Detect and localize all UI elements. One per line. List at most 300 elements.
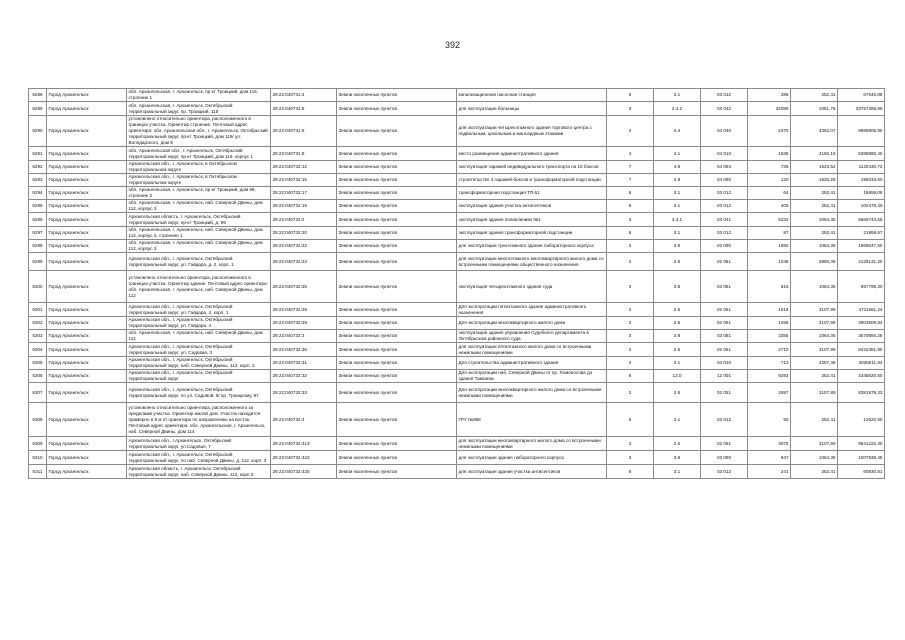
row-number: 6298: [29, 240, 47, 253]
specific-value-cell: 1064,35: [791, 330, 838, 343]
cadastral-value-cell: 8422381,90: [838, 343, 885, 357]
use-type-cell: 2: [607, 343, 654, 357]
address-cell: обл. Архангельская, г. Архангельск, пр-кт Троицкий, дом 115, строение 1: [127, 89, 271, 102]
municipality-cell: Город Архангельск: [47, 147, 127, 161]
area-cell: 288: [748, 89, 791, 102]
area-cell: 32098: [748, 102, 791, 116]
cadastral-number-cell: 29:22:040731:5: [271, 102, 337, 116]
form-code-cell: 03 012: [701, 403, 748, 437]
land-category-cell: Земли населенных пунктов: [337, 451, 457, 465]
land-category-cell: Земли населенных пунктов: [337, 343, 457, 357]
table-row: [29, 187, 885, 200]
row-number: 6293: [29, 174, 47, 187]
land-category-cell: Земли населенных пунктов: [337, 227, 457, 240]
table-row: [29, 403, 885, 437]
form-code-cell: 04 040: [701, 116, 748, 147]
form-code-cell: 03 081: [701, 330, 748, 343]
form-code-cell: 02 051: [701, 303, 748, 317]
class-code-cell: 3.4.1: [654, 213, 701, 227]
permitted-use-cell: для эксплуатации здания участка антисептиков: [457, 465, 607, 479]
land-category-cell: Земли населенных пунктов: [337, 317, 457, 330]
permitted-use-cell: для эксплуатации многоэтажного многоквартирного жилого дома со встроенными помещениями общественного назначения: [457, 253, 607, 271]
municipality-cell: Город Архангельск: [47, 240, 127, 253]
row-number: 6290: [29, 116, 47, 147]
cadastral-number-cell: 29:22:040732:15: [271, 174, 337, 187]
area-cell: 3355: [748, 330, 791, 343]
municipality-cell: Город Архангельск: [47, 213, 127, 227]
permitted-use-cell: эксплуатация здания поликлиники №1: [457, 213, 607, 227]
municipality-cell: Город Архангельск: [47, 161, 127, 174]
table-row: [29, 161, 885, 174]
cadastral-number-cell: 29:22:040732:19: [271, 200, 337, 213]
specific-value-cell: 3107,89: [791, 343, 838, 357]
cadastral-value-cell: 102478,46: [838, 200, 885, 213]
use-type-cell: 4: [607, 357, 654, 370]
permitted-use-cell: для эксплуатации пятиэтажного жилого дома со встроенными нежилыми помещениями: [457, 343, 607, 357]
cadastral-number-cell: 29:22:040731:6: [271, 116, 337, 147]
address-cell: обл. Архангельская, г. Архангельск, наб. Северной Двины, дом 112, корпус 3: [127, 240, 271, 253]
class-code-cell: 2.6: [654, 253, 701, 271]
municipality-cell: Город Архангельск: [47, 437, 127, 451]
class-code-cell: 3.8: [654, 271, 701, 303]
address-cell: обл. Архангельская, г. Архангельск, наб. Северной Двины, дом 112: [127, 330, 271, 343]
table-row: [29, 253, 885, 271]
form-code-cell: 03 012: [701, 89, 748, 102]
cadastral-number-cell: 29:22:040732:30: [271, 343, 337, 357]
permitted-use-cell: канализационная насосная станция: [457, 89, 607, 102]
specific-value-cell: 1625,28: [791, 174, 838, 187]
use-type-cell: 7: [607, 161, 654, 174]
use-type-cell: 2: [607, 253, 654, 271]
use-type-cell: 3: [607, 102, 654, 116]
address-cell: Архангельская обл., г. Архангельск, Октябрьский территориальный округ, ул. Гайдара, д. 2, корп. 1: [127, 253, 271, 271]
form-code-cell: 02 061: [701, 253, 748, 271]
table-row: [29, 330, 885, 343]
row-number: 6307: [29, 383, 47, 403]
specific-value-cell: 1064,35: [791, 451, 838, 465]
form-code-cell: 04 010: [701, 357, 748, 370]
area-cell: 1516: [748, 303, 791, 317]
permitted-use-cell: эксплуатация здания участка антисептиков: [457, 200, 607, 213]
address-cell: Архангельская обл., г. Архангельск, в Октябрьском территориальном округе: [127, 174, 271, 187]
table-row: [29, 451, 885, 465]
table-row: [29, 465, 885, 479]
land-category-cell: Земли населенных пунктов: [337, 187, 457, 200]
municipality-cell: Город Архангельск: [47, 330, 127, 343]
use-type-cell: 6: [607, 403, 654, 437]
municipality-cell: Город Архангельск: [47, 89, 127, 102]
specific-value-cell: 252,41: [791, 403, 838, 437]
address-cell: обл. Архангельская, г. Архангельск, пр-кт Троицкий, дом 99, строение 2: [127, 187, 271, 200]
specific-value-cell: 1064,35: [791, 240, 838, 253]
address-cell: установлено относительно ориентира, расположенного за пределами участка. Ориентир жилой дом. Участок находится примерно в 9 м от ориентира по направлению на восток. Почтовый адрес ориентира: обл. Архангельская, г. Архангельск, наб. Северной Двины, дом 114: [127, 403, 271, 437]
row-number: 6297: [29, 227, 47, 240]
municipality-cell: Город Архангельск: [47, 227, 127, 240]
land-category-cell: Земли населенных пунктов: [337, 116, 457, 147]
permitted-use-cell: эксплуатация здания управления Судебного департамента в Октябрьском районного суда: [457, 330, 607, 343]
area-cell: 241: [748, 465, 791, 479]
address-cell: Архангельская область, г. Архангельск, Октябрьский территориальный округ, пр-кт Троицкий, д. 99: [127, 213, 271, 227]
permitted-use-cell: Для эксплуатации пятиэтажного здания административного назначения: [457, 303, 607, 317]
address-cell: установлено относительно ориентира, расположенного в границах участка. Ориентир здание. Почтовый адрес ориентира: обл. Архангельская, г. Архангельск, наб. Северной Двины, дом 112: [127, 271, 271, 303]
permitted-use-cell: ГРУ №958: [457, 403, 607, 437]
form-code-cell: 03 090: [701, 451, 748, 465]
form-code-cell: 03 012: [701, 200, 748, 213]
table-row: [29, 174, 885, 187]
row-number: 6300: [29, 271, 47, 303]
use-type-cell: 2: [607, 303, 654, 317]
form-code-cell: 03 090: [701, 240, 748, 253]
cadastral-number-cell: 29:22:040732:24: [271, 253, 337, 271]
form-code-cell: 03 012: [701, 187, 748, 200]
specific-value-cell: 3950,36: [791, 253, 838, 271]
class-code-cell: 2.5: [654, 437, 701, 451]
specific-value-cell: 1523,52: [791, 161, 838, 174]
use-type-cell: 2: [607, 437, 654, 451]
cadastral-value-cell: 195033,60: [838, 174, 885, 187]
form-code-cell: 12 001: [701, 370, 748, 383]
area-cell: 1536: [748, 147, 791, 161]
permitted-use-cell: для эксплуатации многоквартирного жилого дома со встроенными нежилыми помещениями: [457, 437, 607, 451]
class-code-cell: 3.1: [654, 227, 701, 240]
row-number: 6292: [29, 161, 47, 174]
cadastral-value-cell: 1969047,50: [838, 240, 885, 253]
address-cell: Архангельская обл., г. Архангельск, в Октябрьском территориальном округе: [127, 161, 271, 174]
permitted-use-cell: для эксплуатации здания лабораторного корпуса: [457, 451, 607, 465]
cadastral-value-cell: 9541222,30: [838, 437, 885, 451]
permitted-use-cell: место размещения административного здания: [457, 147, 607, 161]
specific-value-cell: 4362,07: [791, 116, 838, 147]
land-category-cell: Земли населенных пунктов: [337, 357, 457, 370]
area-cell: 1850: [748, 240, 791, 253]
page-number: 392: [444, 40, 461, 50]
class-code-cell: 3.1: [654, 200, 701, 213]
table-row: [29, 213, 885, 227]
address-cell: обл. Архангельская, г. Архангельск, наб. Северной Двины, дом 112, корпус 3, строение 1: [127, 227, 271, 240]
area-cell: 736: [748, 161, 791, 174]
table-row: [29, 343, 885, 357]
row-number: 6294: [29, 187, 47, 200]
class-code-cell: 2.5: [654, 303, 701, 317]
cadastral-value-cell: 5569743,55: [838, 213, 885, 227]
class-code-cell: 2.5: [654, 317, 701, 330]
table-row: [29, 116, 885, 147]
area-cell: 5233: [748, 213, 791, 227]
row-number: 6311: [29, 465, 47, 479]
table-row: [29, 240, 885, 253]
row-number: 6289: [29, 102, 47, 116]
permitted-use-cell: для эксплуатации трехэтажного здания лабораторного корпуса: [457, 240, 607, 253]
address-cell: Архангельская обл., г. Архангельск, Октябрьский территориальный округ: [127, 370, 271, 383]
cadastral-value-cell: 657799,30: [838, 271, 885, 303]
cadastral-number-cell: 29:22:040732:4: [271, 403, 337, 437]
use-type-cell: 3: [607, 451, 654, 465]
permitted-use-cell: строительство 4 гаражей-боксов и трансформаторной подстанции: [457, 174, 607, 187]
class-code-cell: 4.9: [654, 161, 701, 174]
cadastral-number-cell: 29:22:040732:33: [271, 383, 337, 403]
area-cell: 1256: [748, 317, 791, 330]
address-cell: Архангельская обл., г. Архангельск, Октябрьский территориальный округ, ул. Садовая, 3: [127, 343, 271, 357]
row-number: 6302: [29, 317, 47, 330]
use-type-cell: 7: [607, 174, 654, 187]
form-code-cell: 03 012: [701, 465, 748, 479]
cadastral-number-cell: 29:22:040732:3: [271, 330, 337, 343]
cadastral-number-cell: 29:22:040732:31: [271, 357, 337, 370]
use-type-cell: 3: [607, 271, 654, 303]
cadastral-number-cell: 29:22:040732:422: [271, 451, 337, 465]
form-code-cell: 04 090: [701, 174, 748, 187]
table-row: [29, 89, 885, 102]
row-number: 6299: [29, 253, 47, 271]
municipality-cell: Город Архангельск: [47, 370, 127, 383]
specific-value-cell: 3107,89: [791, 437, 838, 451]
specific-value-cell: 252,41: [791, 227, 838, 240]
land-category-cell: Земли населенных пунктов: [337, 102, 457, 116]
address-cell: обл. Архангельская обл., г. Архангельск, Октябрьский территориальный округ, пр-кт Троицкий, дом 119, корпус 1: [127, 147, 271, 161]
area-cell: 616: [748, 271, 791, 303]
land-category-cell: Земли населенных пунктов: [337, 403, 457, 437]
use-type-cell: 3: [607, 240, 654, 253]
cadastral-number-cell: 29:22:040732:17: [271, 187, 337, 200]
cadastral-value-cell: 3035511,94: [838, 357, 885, 370]
area-cell: 947: [748, 451, 791, 465]
municipality-cell: Город Архангельск: [47, 187, 127, 200]
land-category-cell: Земли населенных пунктов: [337, 383, 457, 403]
class-code-cell: 2.5: [654, 383, 701, 403]
address-cell: Архангельская обл., г. Архангельск, Октябрьский территориальный округ, ул. Гайдара, 4, корп. 1: [127, 303, 271, 317]
class-code-cell: 4.9: [654, 174, 701, 187]
table-row: [29, 303, 885, 317]
class-code-cell: 12.0: [654, 370, 701, 383]
row-number: 6296: [29, 213, 47, 227]
class-code-cell: 4.1: [654, 147, 701, 161]
cadastral-value-table: [28, 88, 885, 479]
area-cell: 50: [748, 403, 791, 437]
form-code-cell: 04 010: [701, 147, 748, 161]
area-cell: 64: [748, 187, 791, 200]
address-cell: установлено относительно ориентира, расположенного в границах участка. Ориентир строение. Почтовый адрес ориентира: обл. Архангельская обл., г. Архангельск, Октябрьский территориальный округ, пр-кт Троицкий, дом 119/ ул. Володарского, дом 8: [127, 116, 271, 147]
land-category-cell: Земли населенных пунктов: [337, 465, 457, 479]
land-category-cell: Земли населенных пунктов: [337, 89, 457, 102]
cadastral-value-cell: 21959,67: [838, 227, 885, 240]
use-type-cell: 4: [607, 116, 654, 147]
municipality-cell: Город Архангельск: [47, 317, 127, 330]
class-code-cell: 4.4: [654, 116, 701, 147]
specific-value-cell: 3107,89: [791, 317, 838, 330]
permitted-use-cell: Для эксплуатации наб. Северной Двины от пр. Ломоносова до здания Таможни: [457, 370, 607, 383]
form-code-cell: 02 051: [701, 383, 748, 403]
cadastral-value-cell: 4711561,24: [838, 303, 885, 317]
cadastral-value-cell: 60830,81: [838, 465, 885, 479]
cadastral-number-cell: 29:22:040732:12: [271, 161, 337, 174]
address-cell: Архангельская обл., г.Архангельск, Октябрьский территориальный округ, ул.Садовая, 7: [127, 437, 271, 451]
form-code-cell: 02 051: [701, 437, 748, 451]
area-cell: 9293: [748, 370, 791, 383]
row-number: 6304: [29, 343, 47, 357]
cadastral-number-cell: 29:22:040732:25: [271, 271, 337, 303]
municipality-cell: Город Архангельск: [47, 174, 127, 187]
use-type-cell: 6: [607, 200, 654, 213]
table-row: [29, 370, 885, 383]
municipality-cell: Город Архангельск: [47, 271, 127, 303]
class-code-cell: 3.4.2: [654, 102, 701, 116]
class-code-cell: 2.5: [654, 343, 701, 357]
land-category-cell: Земли населенных пунктов: [337, 437, 457, 451]
row-number: 6308: [29, 403, 47, 437]
use-type-cell: 6: [607, 227, 654, 240]
table-row: [29, 271, 885, 303]
table-row: [29, 383, 885, 403]
specific-value-cell: 1051,76: [791, 102, 838, 116]
cadastral-value-cell: 16659,06: [838, 187, 885, 200]
permitted-use-cell: для эксплуатации больницы: [457, 102, 607, 116]
area-cell: 87: [748, 227, 791, 240]
specific-value-cell: 3107,89: [791, 303, 838, 317]
land-category-cell: Земли населенных пунктов: [337, 330, 457, 343]
cadastral-value-cell: 9958905,90: [838, 116, 885, 147]
use-type-cell: 2: [607, 383, 654, 403]
cadastral-value-cell: 4128131,20: [838, 253, 885, 271]
municipality-cell: Город Архангельск: [47, 383, 127, 403]
class-code-cell: 3.9: [654, 240, 701, 253]
address-cell: обл. Архангельская, г. Архангельск, Октябрьский территориальный округ, пр. Троицкий, 115: [127, 102, 271, 116]
permitted-use-cell: трансформаторная подстанция ТП-51: [457, 187, 607, 200]
table-row: [29, 437, 885, 451]
row-number: 6310: [29, 451, 47, 465]
specific-value-cell: 1064,35: [791, 271, 838, 303]
use-type-cell: 6: [607, 187, 654, 200]
form-code-cell: 03 042: [701, 102, 748, 116]
address-cell: Архангельская обл., г. Архангельск, Октябрьский территориальный округ, ул. Гайдара, 4: [127, 317, 271, 330]
permitted-use-cell: для эксплуатации четырехэтажного здания торгового центра с подвальным, цокольным и мансардным этажами: [457, 116, 607, 147]
use-type-cell: 3: [607, 213, 654, 227]
class-code-cell: 4.1: [654, 357, 701, 370]
address-cell: обл. Архангельская, г. Архангельск, наб. Северной Двины, дом 112, корпус 3: [127, 200, 271, 213]
cadastral-number-cell: 29:22:040732:20: [271, 227, 337, 240]
permitted-use-cell: эксплуатация четырехэтажного здания суда: [457, 271, 607, 303]
land-category-cell: Земли населенных пунктов: [337, 271, 457, 303]
municipality-cell: Город Архангельск: [47, 102, 127, 116]
land-category-cell: Земли населенных пунктов: [337, 303, 457, 317]
land-category-cell: Земли населенных пунктов: [337, 213, 457, 227]
municipality-cell: Город Архангельск: [47, 303, 127, 317]
specific-value-cell: 252,41: [791, 370, 838, 383]
land-category-cell: Земли населенных пунктов: [337, 147, 457, 161]
form-code-cell: 03 012: [701, 227, 748, 240]
land-category-cell: Земли населенных пунктов: [337, 370, 457, 383]
area-cell: 120: [748, 174, 791, 187]
cadastral-value-cell: 8381979,33: [838, 383, 885, 403]
class-code-cell: 3.9: [654, 451, 701, 465]
use-type-cell: 2: [607, 317, 654, 330]
cadastral-value-cell: 33757288,96: [838, 102, 885, 116]
use-type-cell: 6: [607, 465, 654, 479]
use-type-cell: 6: [607, 89, 654, 102]
land-category-cell: Земли населенных пунктов: [337, 174, 457, 187]
row-number: 6301: [29, 303, 47, 317]
table-row: [29, 357, 885, 370]
table-row: [29, 147, 885, 161]
cadastral-value-cell: 1007939,45: [838, 451, 885, 465]
row-number: 6288: [29, 89, 47, 102]
row-number: 6303: [29, 330, 47, 343]
address-cell: Архангельская область, г. Архангельск, Октябрьский территориальный округ, наб. Северной Двины, 112, корп.3: [127, 465, 271, 479]
area-cell: 405: [748, 200, 791, 213]
cadastral-number-cell: 29:22:040732:413: [271, 437, 337, 451]
permitted-use-cell: Для эксплуатации многоквартирного жилого дома: [457, 317, 607, 330]
row-number: 6305: [29, 357, 47, 370]
form-code-cell: 02 051: [701, 343, 748, 357]
cadastral-number-cell: 29:22:040732:22: [271, 240, 337, 253]
specific-value-cell: 252,41: [791, 200, 838, 213]
municipality-cell: Город Архангельск: [47, 200, 127, 213]
area-cell: 2370: [748, 116, 791, 147]
cadastral-value-cell: 1120430,72: [838, 161, 885, 174]
form-code-cell: 02 051: [701, 317, 748, 330]
municipality-cell: Город Архангельск: [47, 451, 127, 465]
area-cell: 713: [748, 357, 791, 370]
area-cell: 3070: [748, 437, 791, 451]
municipality-cell: Город Архангельск: [47, 116, 127, 147]
use-type-cell: 4: [607, 147, 654, 161]
row-number: 6306: [29, 370, 47, 383]
class-code-cell: 3.1: [654, 465, 701, 479]
specific-value-cell: 1064,35: [791, 213, 838, 227]
land-category-cell: Земли населенных пунктов: [337, 161, 457, 174]
class-code-cell: 3.1: [654, 403, 701, 437]
use-type-cell: 6: [607, 370, 654, 383]
area-cell: 2710: [748, 343, 791, 357]
cadastral-number-cell: 29:22:040732:2: [271, 213, 337, 227]
cadastral-value-cell: 3903509,84: [838, 317, 885, 330]
permitted-use-cell: Для строительства административного здания: [457, 357, 607, 370]
cadastral-number-cell: 29:22:040732:425: [271, 465, 337, 479]
form-code-cell: 03 041: [701, 213, 748, 227]
specific-value-cell: 3107,89: [791, 383, 838, 403]
municipality-cell: Город Архангельск: [47, 403, 127, 437]
class-code-cell: 3.1: [654, 187, 701, 200]
specific-value-cell: 252,41: [791, 465, 838, 479]
row-number: 6291: [29, 147, 47, 161]
row-number: 6309: [29, 437, 47, 451]
use-type-cell: 3: [607, 330, 654, 343]
specific-value-cell: 252,41: [791, 89, 838, 102]
specific-value-cell: 252,41: [791, 187, 838, 200]
cadastral-number-cell: 29:22:040732:28: [271, 303, 337, 317]
class-code-cell: 3.8: [654, 330, 701, 343]
land-category-cell: Земли населенных пунктов: [337, 240, 457, 253]
permitted-use-cell: эксплуатация гаражей индивидуального транспорта на 15 боксов: [457, 161, 607, 174]
cadastral-number-cell: 29:22:040732:32: [271, 370, 337, 383]
form-code-cell: 04 093: [701, 161, 748, 174]
address-cell: Архангельская обл., г. Архангельск, Октябрьский территориальный округ, наб. Северной Двины, 112, корп. 2: [127, 357, 271, 370]
permitted-use-cell: Для эксплуатации многоквартирного жилого дома со встроенными нежилыми помещениями: [457, 383, 607, 403]
cadastral-number-cell: 29:22:040731:4: [271, 89, 337, 102]
specific-value-cell: 4257,38: [791, 357, 838, 370]
cadastral-number-cell: 29:22:040732:29: [271, 317, 337, 330]
cadastral-value-cell: 67645,88: [838, 89, 885, 102]
cadastral-value-cell: 6389990,40: [838, 147, 885, 161]
form-code-cell: 03 081: [701, 271, 748, 303]
address-cell: Архангельская обл., г. Архангельск, Октябрьский территориальный округ, по наб. Северной Двины, д. 112, корп. 3: [127, 451, 271, 465]
land-category-cell: Земли населенных пунктов: [337, 200, 457, 213]
cadastral-value-cell: 3570894,25: [838, 330, 885, 343]
row-number: 6295: [29, 200, 47, 213]
municipality-cell: Город Архангельск: [47, 253, 127, 271]
class-code-cell: 3.1: [654, 89, 701, 102]
cadastral-number-cell: 29:22:040731:8: [271, 147, 337, 161]
address-cell: Архангельская обл., г. Архангельск, Октябрьский территориальный округ, по ул. Садовой, 5/ пр. Троицкому, 97: [127, 383, 271, 403]
